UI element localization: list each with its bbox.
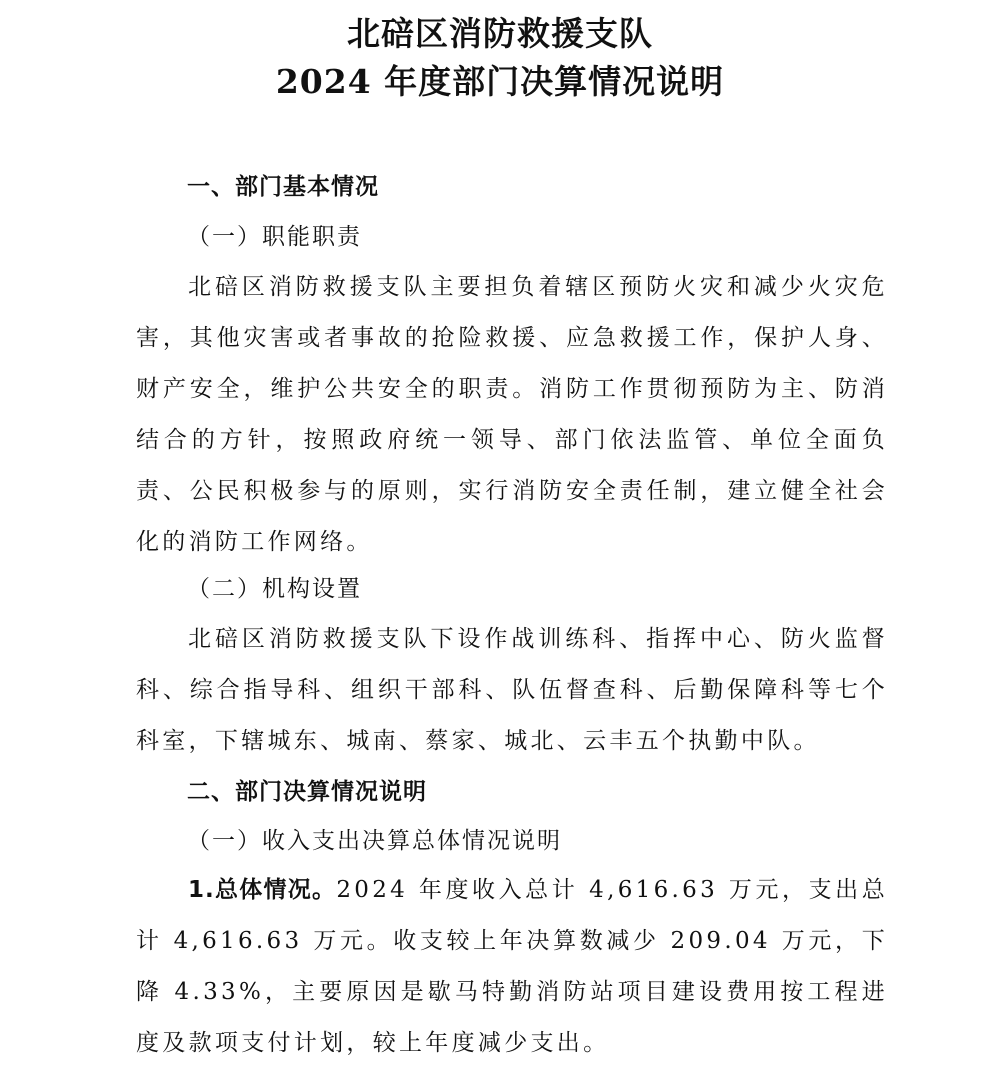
paragraph-overall-situation <box>136 865 888 1069</box>
subsection-heading-income-expense: （一）收入支出决算总体情况说明 <box>187 828 562 854</box>
paragraph-functions: 北碚区消防救援支队主要担负着辖区预防火灾和减少火灾危害，其他灾害或者事故的抢险救援、应急救援工作，保护人身、财产安全，维护公共安全的职责。消防工作贯彻预防为主、防消结合的方针，按照政府统一领导、部门依法监管、单位全面负责、公民积极参与的原则，实行消防安全责任制，建立健全社会化的消防工作网络。 <box>136 274 888 555</box>
document-title-line2: 2024 年度部门决算情况说明 <box>275 62 725 101</box>
paragraph-overall-text: 2024 年度收入总计 4,616.63 万元，支出总计 4,616.63 万元。收支较上年决算数减少 209.04 万元，下降 4.33%，主要原因是歇马特勤消防站项目建设费用按工程进度及款项支付计划，较上年度减少支出。 <box>136 877 888 1056</box>
section-heading-final-accounts: 二、部门决算情况说明 <box>187 779 427 805</box>
subsection-heading-organization: （二）机构设置 <box>187 576 362 602</box>
section-heading-basic-info: 一、部门基本情况 <box>187 174 379 200</box>
paragraph-lead: 1.总体情况。 <box>188 877 337 903</box>
paragraph-organization: 北碚区消防救援支队下设作战训练科、指挥中心、防火监督科、综合指导科、组织干部科、队伍督查科、后勤保障科等七个科室，下辖城东、城南、蔡家、城北、云丰五个执勤中队。 <box>136 626 888 754</box>
document-title-line1: 北碚区消防救援支队 <box>347 14 653 53</box>
subsection-heading-functions: （一）职能职责 <box>187 224 362 250</box>
